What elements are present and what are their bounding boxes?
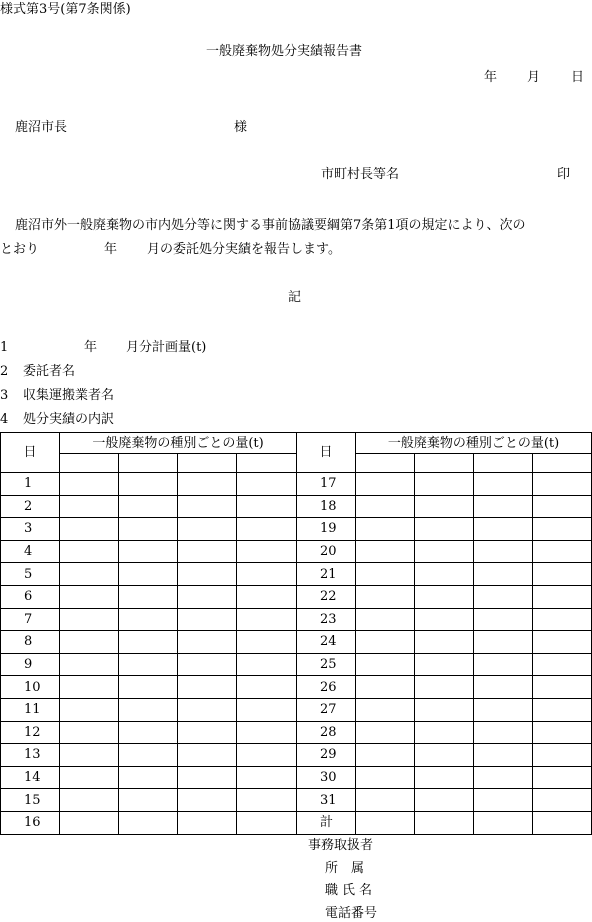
right-amount-cell[interactable]: [474, 563, 533, 586]
right-amount-cell[interactable]: [415, 540, 474, 563]
form-number: 様式第3号(第7条関係): [0, 2, 131, 17]
table-row: [1, 811, 592, 834]
right-amount-cell[interactable]: [533, 653, 592, 676]
right-amount-cell[interactable]: [474, 789, 533, 812]
body-line-1: 鹿沼市外一般廃棄物の市内処分等に関する事前協議要綱第7条第1項の規定により、次の: [15, 218, 526, 233]
disposal-breakdown-table: [0, 432, 592, 835]
right-amount-cell[interactable]: [415, 518, 474, 541]
left-day-cell: 3: [1, 518, 60, 541]
left-amount-cell[interactable]: [119, 766, 178, 789]
table-row: [1, 540, 592, 563]
right-amount-cell[interactable]: [415, 631, 474, 654]
ki-heading: 記: [288, 290, 302, 305]
right-amount-cell[interactable]: [415, 721, 474, 744]
left-amount-cell[interactable]: [119, 653, 178, 676]
body-line-2-start: とおり: [0, 242, 40, 257]
right-day-cell: 29: [297, 744, 356, 767]
left-amount-cell[interactable]: [178, 653, 237, 676]
right-amount-cell[interactable]: [415, 473, 474, 496]
right-amount-cell[interactable]: [415, 608, 474, 631]
right-amount-cell[interactable]: [356, 631, 415, 654]
right-amount-cell[interactable]: [356, 698, 415, 721]
right-amount-cell[interactable]: [356, 563, 415, 586]
left-amount-cell[interactable]: [178, 744, 237, 767]
left-day-cell: 16: [1, 811, 60, 834]
right-amount-cell[interactable]: [474, 676, 533, 699]
left-type-column-1[interactable]: [60, 454, 119, 473]
left-day-cell: 2: [1, 495, 60, 518]
left-amount-cell[interactable]: [178, 811, 237, 834]
right-amount-cell[interactable]: [356, 744, 415, 767]
right-amount-cell[interactable]: [533, 518, 592, 541]
left-amount-cell[interactable]: [178, 540, 237, 563]
right-amount-cell[interactable]: [474, 766, 533, 789]
left-amount-cell[interactable]: [237, 789, 297, 812]
right-day-cell: 30: [297, 766, 356, 789]
left-amount-cell[interactable]: [237, 585, 297, 608]
left-amount-cell[interactable]: [119, 495, 178, 518]
left-amount-cell[interactable]: [237, 676, 297, 699]
right-day-cell: 22: [297, 585, 356, 608]
right-amount-cell[interactable]: [533, 473, 592, 496]
right-amount-cell[interactable]: [474, 518, 533, 541]
right-type-column-3[interactable]: [474, 454, 533, 473]
table-row: [1, 608, 592, 631]
right-amount-cell[interactable]: [474, 744, 533, 767]
right-amount-cell[interactable]: [356, 811, 415, 834]
date-year-label: 年: [484, 70, 498, 85]
right-amount-cell[interactable]: [533, 540, 592, 563]
item-1-number: 1: [0, 340, 9, 355]
right-amount-cell[interactable]: [533, 789, 592, 812]
left-amount-cell[interactable]: [119, 789, 178, 812]
left-amount-cell[interactable]: [119, 631, 178, 654]
right-day-cell: 18: [297, 495, 356, 518]
left-amount-cell[interactable]: [119, 563, 178, 586]
left-day-cell: 14: [1, 766, 60, 789]
left-amount-cell[interactable]: [237, 766, 297, 789]
left-amount-cell[interactable]: [178, 789, 237, 812]
right-amount-cell[interactable]: [415, 676, 474, 699]
left-amount-cell[interactable]: [119, 473, 178, 496]
right-amount-cell[interactable]: [533, 676, 592, 699]
left-amount-cell[interactable]: [60, 495, 119, 518]
right-amount-cell[interactable]: [533, 631, 592, 654]
table-row: [1, 653, 592, 676]
left-amount-cell[interactable]: [60, 585, 119, 608]
left-amount-cell[interactable]: [119, 518, 178, 541]
left-day-cell: 13: [1, 744, 60, 767]
right-day-cell: 31: [297, 789, 356, 812]
right-day-header: 日: [297, 433, 356, 473]
left-amount-cell[interactable]: [237, 608, 297, 631]
left-amount-cell[interactable]: [119, 811, 178, 834]
right-amount-cell[interactable]: [474, 473, 533, 496]
left-amount-cell[interactable]: [60, 653, 119, 676]
table-row: [1, 518, 592, 541]
right-amount-cell[interactable]: [415, 653, 474, 676]
left-day-cell: 5: [1, 563, 60, 586]
addressee-name: 鹿沼市長: [15, 120, 68, 135]
date-day-label: 日: [571, 70, 585, 85]
left-amount-cell[interactable]: [60, 631, 119, 654]
left-amount-cell[interactable]: [119, 721, 178, 744]
seal-mark: 印: [557, 167, 571, 182]
left-amount-cell[interactable]: [178, 495, 237, 518]
right-type-column-4[interactable]: [533, 454, 592, 473]
left-amount-cell[interactable]: [60, 721, 119, 744]
right-amount-cell[interactable]: [356, 789, 415, 812]
right-amount-cell[interactable]: [356, 495, 415, 518]
right-amount-cell[interactable]: [533, 585, 592, 608]
right-amount-cell[interactable]: [474, 653, 533, 676]
right-amount-cell[interactable]: [415, 744, 474, 767]
right-amount-cell[interactable]: [474, 698, 533, 721]
left-amount-cell[interactable]: [119, 698, 178, 721]
addressee-honorific: 様: [234, 120, 248, 135]
right-amount-cell[interactable]: [415, 495, 474, 518]
table-row: [1, 563, 592, 586]
left-amount-cell[interactable]: [60, 676, 119, 699]
left-type-header: 一般廃棄物の種別ごとの量(t): [60, 433, 297, 454]
table-row: [1, 766, 592, 789]
right-amount-cell[interactable]: [533, 766, 592, 789]
right-day-cell: 25: [297, 653, 356, 676]
table-row: [1, 744, 592, 767]
right-amount-cell[interactable]: [415, 698, 474, 721]
left-amount-cell[interactable]: [237, 653, 297, 676]
left-amount-cell[interactable]: [178, 698, 237, 721]
right-amount-cell[interactable]: [533, 811, 592, 834]
right-day-cell: 27: [297, 698, 356, 721]
left-amount-cell[interactable]: [60, 789, 119, 812]
table-row: [1, 631, 592, 654]
right-amount-cell[interactable]: [356, 608, 415, 631]
item-1-text: 月分計画量(t): [126, 340, 207, 355]
left-amount-cell[interactable]: [178, 631, 237, 654]
right-amount-cell[interactable]: [533, 721, 592, 744]
left-amount-cell[interactable]: [60, 563, 119, 586]
left-amount-cell[interactable]: [60, 811, 119, 834]
sender-label: 市町村長等名: [321, 167, 400, 182]
left-amount-cell[interactable]: [237, 563, 297, 586]
right-day-cell: 24: [297, 631, 356, 654]
right-amount-cell[interactable]: [356, 518, 415, 541]
body-line-2-rest: 月の委託処分実績を報告します。: [147, 242, 341, 257]
body-line-2-year: 年: [104, 242, 118, 257]
left-amount-cell[interactable]: [119, 585, 178, 608]
left-amount-cell[interactable]: [178, 676, 237, 699]
left-amount-cell[interactable]: [119, 676, 178, 699]
left-amount-cell[interactable]: [119, 608, 178, 631]
left-amount-cell[interactable]: [237, 744, 297, 767]
item-3-text: 収集運搬業者名: [23, 388, 115, 403]
table-row: [1, 676, 592, 699]
left-day-cell: 15: [1, 789, 60, 812]
left-day-cell: 11: [1, 698, 60, 721]
item-4-text: 処分実績の内訳: [23, 412, 115, 427]
left-day-cell: 9: [1, 653, 60, 676]
item-2-number: 2: [0, 364, 9, 379]
right-amount-cell[interactable]: [533, 608, 592, 631]
right-amount-cell[interactable]: [415, 811, 474, 834]
item-2-text: 委託者名: [23, 364, 76, 379]
table-row: [1, 495, 592, 518]
left-amount-cell[interactable]: [237, 473, 297, 496]
right-amount-cell[interactable]: [356, 473, 415, 496]
right-amount-cell[interactable]: [356, 721, 415, 744]
right-amount-cell[interactable]: [533, 698, 592, 721]
right-amount-cell[interactable]: [415, 585, 474, 608]
right-day-cell: 21: [297, 563, 356, 586]
right-amount-cell[interactable]: [474, 631, 533, 654]
affiliation-label: 所属: [325, 861, 378, 876]
handler-label: 事務取扱者: [308, 838, 374, 853]
left-amount-cell[interactable]: [60, 473, 119, 496]
left-amount-cell[interactable]: [237, 540, 297, 563]
right-amount-cell[interactable]: [533, 563, 592, 586]
table-row: [1, 698, 592, 721]
right-day-cell: 17: [297, 473, 356, 496]
right-type-column-1[interactable]: [356, 454, 415, 473]
right-amount-cell[interactable]: [356, 766, 415, 789]
item-3-number: 3: [0, 388, 9, 403]
left-amount-cell[interactable]: [178, 563, 237, 586]
position-name-label: 職氏名: [325, 883, 377, 898]
left-amount-cell[interactable]: [119, 540, 178, 563]
right-amount-cell[interactable]: [415, 766, 474, 789]
left-type-column-4[interactable]: [237, 454, 297, 473]
right-day-cell: 19: [297, 518, 356, 541]
right-amount-cell[interactable]: [533, 495, 592, 518]
left-amount-cell[interactable]: [60, 540, 119, 563]
left-amount-cell[interactable]: [60, 608, 119, 631]
right-amount-cell[interactable]: [474, 608, 533, 631]
left-amount-cell[interactable]: [178, 518, 237, 541]
left-type-column-3[interactable]: [178, 454, 237, 473]
item-4-number: 4: [0, 412, 9, 427]
left-amount-cell[interactable]: [60, 766, 119, 789]
left-amount-cell[interactable]: [237, 698, 297, 721]
left-amount-cell[interactable]: [178, 766, 237, 789]
left-amount-cell[interactable]: [178, 473, 237, 496]
table-row: [1, 789, 592, 812]
right-type-header: 一般廃棄物の種別ごとの量(t): [356, 433, 592, 454]
right-amount-cell[interactable]: [356, 653, 415, 676]
left-day-cell: 1: [1, 473, 60, 496]
left-amount-cell[interactable]: [178, 585, 237, 608]
left-amount-cell[interactable]: [178, 608, 237, 631]
right-amount-cell[interactable]: [474, 721, 533, 744]
left-day-cell: 8: [1, 631, 60, 654]
right-amount-cell[interactable]: [356, 676, 415, 699]
right-amount-cell[interactable]: [474, 495, 533, 518]
right-day-cell: 26: [297, 676, 356, 699]
left-type-column-2[interactable]: [119, 454, 178, 473]
right-amount-cell[interactable]: [356, 540, 415, 563]
left-day-cell: 6: [1, 585, 60, 608]
right-day-cell: 28: [297, 721, 356, 744]
right-day-cell: 計: [297, 811, 356, 834]
left-amount-cell[interactable]: [237, 495, 297, 518]
right-amount-cell[interactable]: [474, 585, 533, 608]
right-amount-cell[interactable]: [356, 585, 415, 608]
table-row: [1, 721, 592, 744]
table-row: [1, 585, 592, 608]
left-day-cell: 4: [1, 540, 60, 563]
left-amount-cell[interactable]: [119, 744, 178, 767]
left-amount-cell[interactable]: [60, 698, 119, 721]
left-amount-cell[interactable]: [237, 518, 297, 541]
left-day-cell: 12: [1, 721, 60, 744]
left-day-cell: 10: [1, 676, 60, 699]
left-amount-cell[interactable]: [237, 631, 297, 654]
document-title: 一般廃棄物処分実績報告書: [206, 44, 363, 59]
left-amount-cell[interactable]: [60, 518, 119, 541]
right-amount-cell[interactable]: [415, 563, 474, 586]
left-amount-cell[interactable]: [237, 721, 297, 744]
right-day-cell: 20: [297, 540, 356, 563]
phone-label: 電話番号: [325, 906, 378, 921]
date-month-label: 月: [527, 70, 541, 85]
left-day-header: 日: [1, 433, 60, 473]
right-type-column-2[interactable]: [415, 454, 474, 473]
right-amount-cell[interactable]: [415, 789, 474, 812]
table-row: [1, 473, 592, 496]
right-day-cell: 23: [297, 608, 356, 631]
left-amount-cell[interactable]: [237, 811, 297, 834]
right-amount-cell[interactable]: [533, 744, 592, 767]
item-1-year: 年: [84, 340, 98, 355]
left-amount-cell[interactable]: [178, 721, 237, 744]
right-amount-cell[interactable]: [474, 540, 533, 563]
left-amount-cell[interactable]: [60, 744, 119, 767]
left-day-cell: 7: [1, 608, 60, 631]
right-amount-cell[interactable]: [474, 811, 533, 834]
